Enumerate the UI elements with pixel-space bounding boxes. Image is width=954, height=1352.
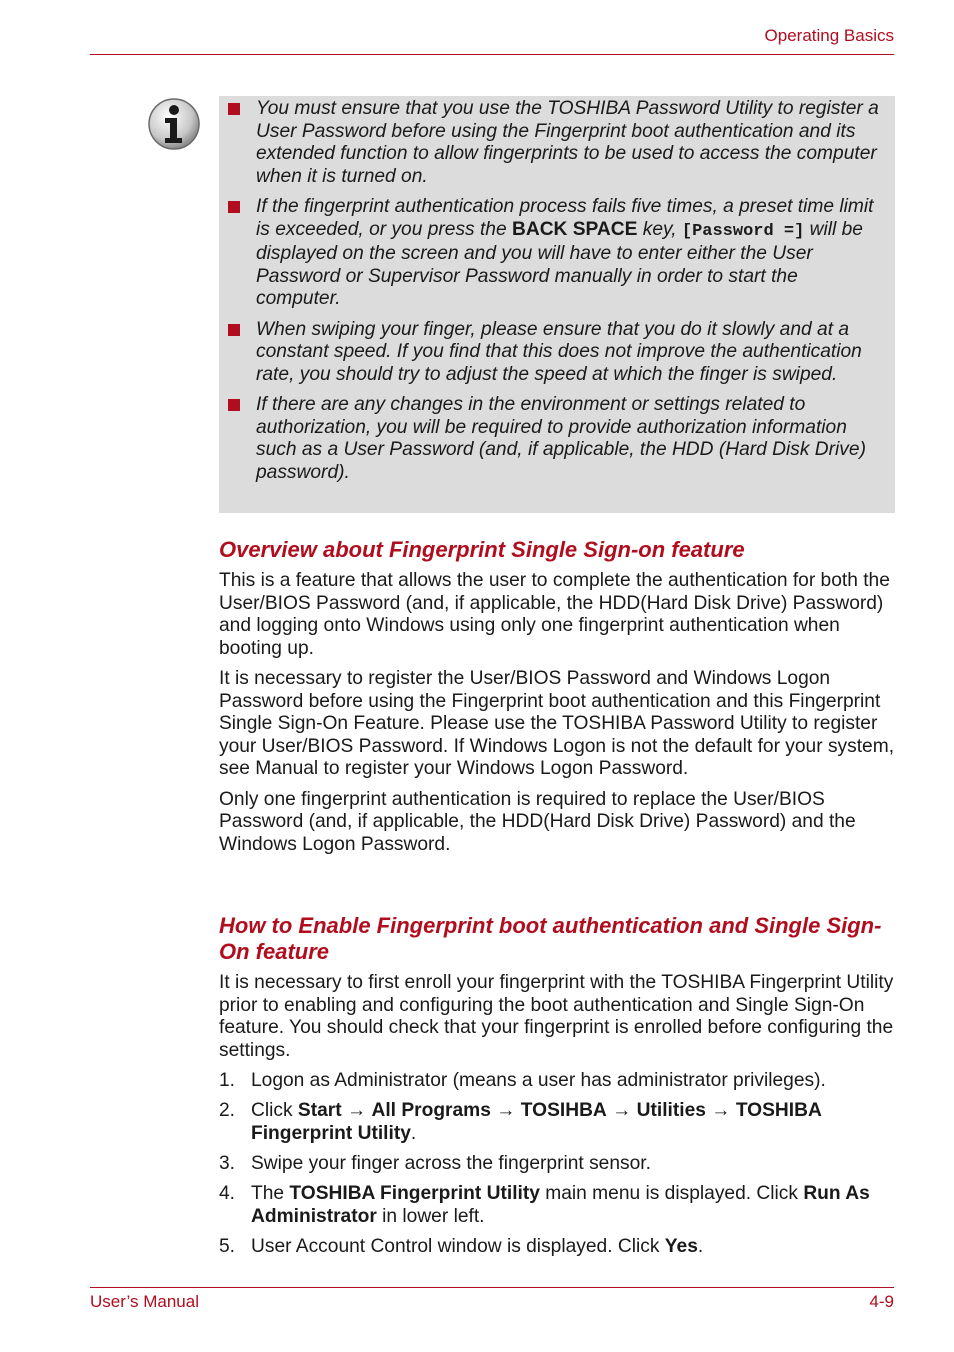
section-heading: How to Enable Fingerprint boot authentication and Single Sign-On feature [219, 913, 882, 964]
note-item: You must ensure that you use the TOSHIBA Password Utility to register a User Password before using the Fingerprint boot authentication and its extended function to allow fingerprints to be used to access the computer when it is turned on. [223, 98, 887, 188]
section-enable [219, 913, 895, 1266]
list-item: 5. User Account Control window is displayed. Click Yes. [219, 1235, 704, 1257]
note-box [219, 96, 895, 513]
key-name: BACK SPACE [511, 218, 638, 240]
section-title: Operating Basics [764, 26, 894, 45]
screen-prompt: [Password =] [681, 221, 805, 241]
arrow: → [705, 1100, 736, 1122]
note-item: When swiping your finger, please ensure that you do it slowly and at a constant speed. If you find that this does not improve the authentication rate, you should try to adjust the speed at which the finger is swiped. [223, 319, 887, 387]
info-icon [146, 96, 202, 152]
header-rule [90, 54, 894, 55]
arrow: → [606, 1100, 637, 1122]
list-item: 4. The TOSHIBA Fingerprint Utility main menu is displayed. Click Run As Administrator in lower left. [219, 1183, 870, 1227]
list-item: 3. Swipe your finger across the fingerprint sensor. [219, 1152, 651, 1174]
red-square-bullet-icon [228, 201, 240, 213]
arrow: → [341, 1100, 372, 1122]
manual-title: User’s Manual [90, 1292, 199, 1311]
section-overview [219, 537, 895, 864]
paragraph: This is a feature that allows the user to complete the authentication for both the User/BIOS Password (and, if applicable, the HDD(Hard Disk Drive) Password) and logging onto Windows using only one fingerprint authentication when booting up. [219, 570, 890, 659]
list-item: 1. Logon as Administrator (means a user has administrator privileges). [219, 1069, 826, 1091]
paragraph: It is necessary to first enroll your fingerprint with the TOSHIBA Fingerprint Utility prior to enabling and configuring the boot authentication and Single Sign-On feature. You should check that your fingerprint is enrolled before configuring the settings. [219, 972, 894, 1061]
list-item: 2. Click Start → All Programs → TOSIHBA → Utilities → TOSHIBA Fingerprint Utility. [219, 1100, 822, 1144]
note-item: If the fingerprint authentication process fails five times, a preset time limit is exceeded, or you press the BACK SPACE key, [Password =] will be displayed on the screen and you will have to enter either the User Password or Supervisor Password manually in order to start the computer. [223, 196, 887, 311]
paragraph: Only one fingerprint authentication is required to replace the User/BIOS Password (and, if applicable, the HDD(Hard Disk Drive) Password) and the Windows Logon Password. [219, 788, 856, 855]
red-square-bullet-icon [228, 399, 240, 411]
red-square-bullet-icon [228, 324, 240, 336]
arrow: → [490, 1100, 521, 1122]
section-heading: Overview about Fingerprint Single Sign-on feature [219, 537, 745, 562]
paragraph: It is necessary to register the User/BIOS Password and Windows Logon Password before using the Fingerprint boot authentication and this Fingerprint Single Sign-On Feature. Please use the TOSHIBA Password Utility to register your User/BIOS Password. If Windows Logon is not the default for your system, see Manual to register your Windows Logon Password. [219, 667, 895, 780]
red-square-bullet-icon [228, 103, 240, 115]
page-number: 4-9 [869, 1292, 894, 1311]
footer-rule [90, 1287, 894, 1288]
note-item: If there are any changes in the environment or settings related to authorization, you will be required to provide authorization information such as a User Password (and, if applicable, the HDD (Hard Disk Drive) password). [223, 394, 887, 484]
